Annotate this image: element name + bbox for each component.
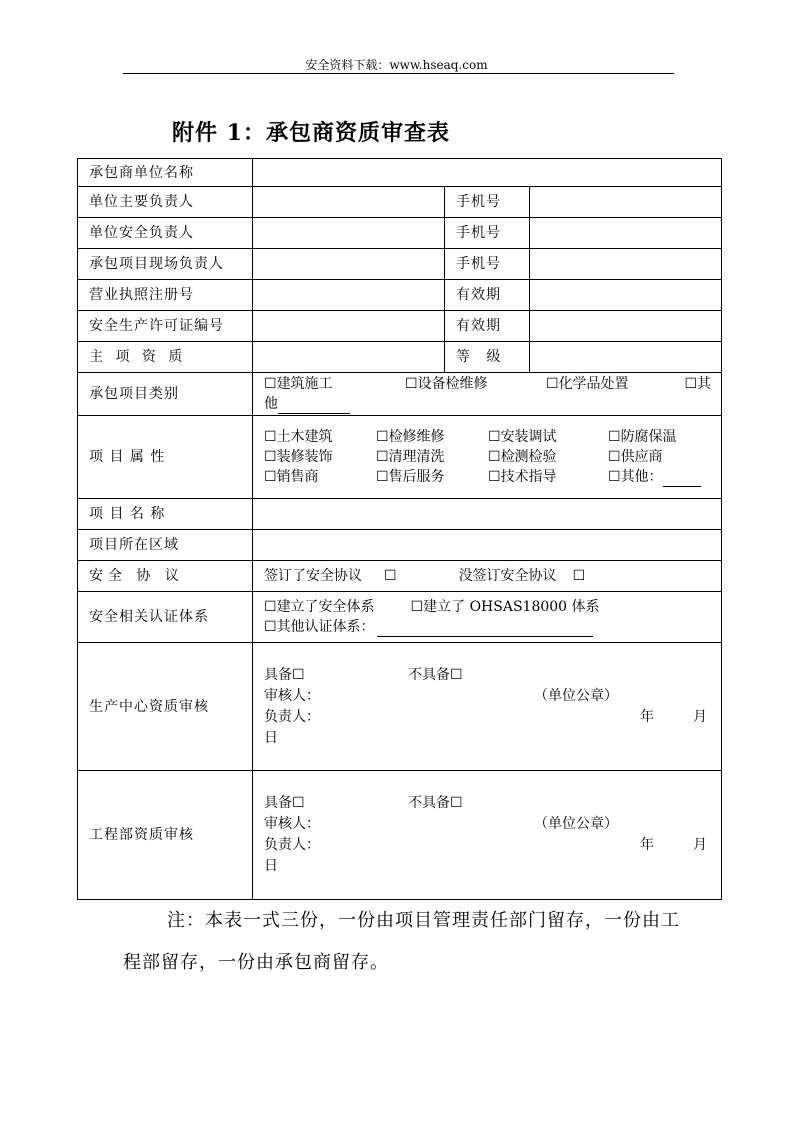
production-seal-text: （单位公章）	[534, 687, 618, 704]
main-head-label: 单位主要负责人	[78, 187, 253, 218]
license-label: 营业执照注册号	[78, 280, 253, 311]
table-row	[78, 218, 722, 249]
grade-label: 等 级	[445, 342, 530, 373]
attribute-option[interactable]: ☐ 供应商	[608, 447, 708, 467]
category-option-other[interactable]: ☐ 其	[678, 374, 711, 394]
agreement-not-signed-text: 没签订安全协议	[458, 568, 557, 584]
qualification-form	[77, 158, 722, 900]
table-row	[78, 159, 722, 187]
validity-label: 有效期	[445, 280, 530, 311]
table-row	[78, 771, 722, 900]
project-name-label: 项 目 名 称	[78, 499, 253, 530]
category-label: 承包项目类别	[78, 373, 253, 416]
category-other-blank[interactable]	[278, 397, 350, 414]
header-divider	[123, 73, 674, 74]
attribute-other-blank[interactable]	[663, 472, 701, 487]
attribute-option[interactable]: ☐ 防腐保温	[608, 427, 708, 447]
attribute-option[interactable]: ☐ 销售商	[264, 467, 376, 487]
phone-label: 手机号	[445, 218, 530, 249]
agreement-signed-checkbox[interactable]: ☐	[384, 568, 397, 584]
table-row	[78, 280, 722, 311]
safety-head-field[interactable]	[253, 218, 445, 249]
engineering-reviewer-label: 审核人：	[264, 816, 320, 832]
category-other-suffix: 他	[264, 396, 278, 412]
license-validity-field[interactable]	[530, 280, 722, 311]
certification-option-ohsas[interactable]: ☐ 建立了 OHSAS18000 体系	[411, 599, 600, 615]
project-name-field[interactable]	[253, 499, 722, 530]
certification-other-blank[interactable]	[377, 620, 593, 637]
permit-validity-field[interactable]	[530, 311, 722, 342]
permit-label: 安全生产许可证编号	[78, 311, 253, 342]
engineering-month-label: 月	[693, 837, 707, 853]
engineering-qualified-text: 具备	[264, 795, 292, 811]
certification-option-other[interactable]: ☐ 其他认证体系：	[264, 619, 375, 635]
qualification-label: 主 项 资 质	[78, 342, 253, 373]
category-option-chemical[interactable]: ☐ 化学品处置	[546, 374, 678, 394]
production-qualified-checkbox[interactable]: ☐	[292, 666, 305, 683]
production-unqualified-text: 不具备	[408, 666, 450, 683]
agreement-signed-text: 签订了安全协议	[264, 568, 362, 584]
attribute-options	[253, 416, 722, 499]
production-unqualified-checkbox[interactable]: ☐	[450, 666, 463, 683]
contractor-name-field[interactable]	[253, 159, 722, 187]
attribute-option[interactable]: ☐ 安装调试	[488, 427, 608, 447]
site-head-field[interactable]	[253, 249, 445, 280]
site-head-phone-field[interactable]	[530, 249, 722, 280]
validity-label: 有效期	[445, 311, 530, 342]
attribute-option[interactable]: ☐ 清理清洗	[376, 447, 488, 467]
footnote: 注：本表一式三份，一份由项目管理责任部门留存，一份由工程部留存，一份由承包商留存。	[123, 910, 680, 973]
site-head-label: 承包项目现场负责人	[78, 249, 253, 280]
engineering-day-label: 日	[264, 858, 278, 874]
page-header[interactable]: 安全资料下载：www.hseaq.com	[305, 58, 488, 72]
engineering-responsible-label: 负责人：	[264, 837, 320, 853]
agreement-options	[253, 561, 722, 592]
attribute-option-other[interactable]: ☐ 其他：	[608, 469, 663, 485]
permit-field[interactable]	[253, 311, 445, 342]
attribute-option[interactable]: ☐ 售后服务	[376, 467, 488, 487]
engineering-unqualified-text: 不具备	[408, 795, 450, 811]
certification-label: 安全相关认证体系	[78, 592, 253, 643]
project-area-field[interactable]	[253, 530, 722, 561]
production-day-label: 日	[264, 729, 278, 746]
engineering-year-label: 年	[640, 837, 654, 853]
table-row	[78, 249, 722, 280]
production-responsible-label: 负责人：	[264, 708, 320, 725]
table-row	[78, 499, 722, 530]
attribute-option[interactable]: ☐ 检修维修	[376, 427, 488, 447]
production-review-block	[253, 643, 722, 771]
main-head-phone-field[interactable]	[530, 187, 722, 218]
contractor-name-label: 承包商单位名称	[78, 159, 253, 187]
attribute-label: 项 目 属 性	[78, 416, 253, 499]
table-row	[78, 592, 722, 643]
attribute-option[interactable]: ☐ 检测检验	[488, 447, 608, 467]
production-review-label: 生产中心资质审核	[78, 643, 253, 771]
table-row	[78, 187, 722, 218]
table-row	[78, 416, 722, 499]
engineering-qualified-checkbox[interactable]: ☐	[292, 795, 305, 811]
category-option-construction[interactable]: ☐ 建筑施工	[264, 374, 405, 394]
table-row	[78, 373, 722, 416]
main-head-field[interactable]	[253, 187, 445, 218]
engineering-review-block	[253, 771, 722, 900]
license-field[interactable]	[253, 280, 445, 311]
phone-label: 手机号	[445, 249, 530, 280]
engineering-review-label: 工程部资质审核	[78, 771, 253, 900]
agreement-not-signed-checkbox[interactable]: ☐	[572, 568, 586, 584]
safety-head-phone-field[interactable]	[530, 218, 722, 249]
engineering-seal-text: （单位公章）	[534, 816, 618, 832]
qualification-field[interactable]	[253, 342, 445, 373]
table-row	[78, 530, 722, 561]
table-row	[78, 311, 722, 342]
certification-option-safety[interactable]: ☐ 建立了安全体系	[264, 599, 375, 615]
agreement-label: 安全 协 议	[78, 561, 253, 592]
production-year-label: 年	[640, 708, 654, 725]
production-reviewer-label: 审核人：	[264, 687, 320, 704]
grade-field[interactable]	[530, 342, 722, 373]
table-row	[78, 643, 722, 771]
attribute-option[interactable]: ☐ 土木建筑	[264, 427, 376, 447]
category-option-maintenance[interactable]: ☐ 设备检维修	[405, 374, 546, 394]
safety-head-label: 单位安全负责人	[78, 218, 253, 249]
table-row	[78, 561, 722, 592]
phone-label: 手机号	[445, 187, 530, 218]
category-options	[253, 373, 722, 416]
certification-options	[253, 592, 722, 643]
production-month-label: 月	[693, 708, 707, 725]
table-row	[78, 342, 722, 373]
project-area-label: 项目所在区域	[78, 530, 253, 561]
engineering-unqualified-checkbox[interactable]: ☐	[450, 795, 463, 811]
attribute-option[interactable]: ☐ 装修装饰	[264, 447, 376, 467]
attribute-option[interactable]: ☐ 技术指导	[488, 467, 608, 487]
page-title: 附件 1：承包商资质审查表	[172, 120, 450, 146]
production-qualified-text: 具备	[264, 666, 292, 683]
